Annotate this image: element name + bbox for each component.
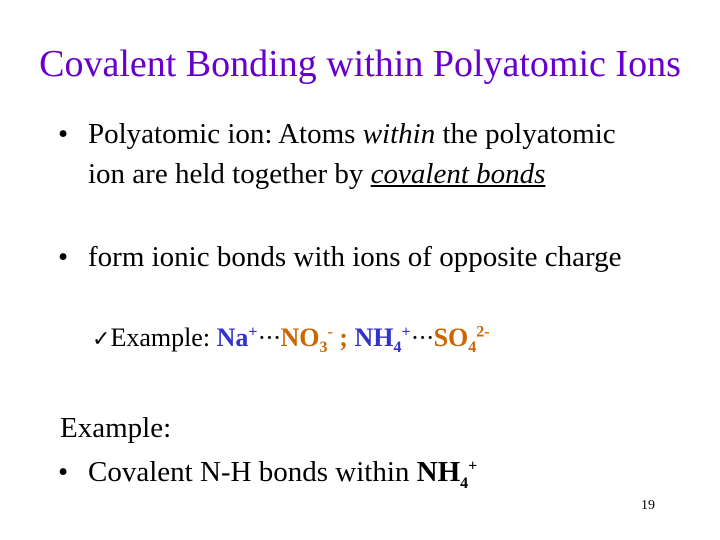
bullet-text: Covalent N-H bonds within $NH_4^+$ (88, 456, 478, 492)
bullet-text (88, 114, 658, 194)
bullet-dot: • (58, 241, 69, 273)
italic-within: within (362, 118, 436, 150)
formula-no3: $NO_3^-$ (280, 323, 333, 357)
example-label: Example: (110, 323, 217, 352)
example-formulas (92, 320, 490, 358)
interaction-dots: ··· (257, 323, 281, 352)
emphasis-covalent-bonds: covalent bonds (370, 158, 546, 190)
formula-nh4: $NH_4^+$ (354, 323, 411, 357)
check-icon: ✓ (92, 327, 111, 352)
example-heading: Example: (60, 412, 172, 444)
bullet-polyatomic-ion (58, 114, 658, 194)
formula-so4: $SO_4^{2-}$ (433, 323, 490, 357)
separator: ; (332, 323, 355, 352)
bullet-prefix: Polyatomic ion: Atoms (88, 118, 363, 150)
bullet-covalent-nh (58, 452, 618, 492)
interaction-dots: ··· (410, 323, 434, 352)
bullet-dot: • (58, 118, 69, 150)
bullet-dot: • (58, 456, 69, 488)
bullet-middle: the polyatomic ion are held together by (88, 118, 616, 190)
page-number: 19 (641, 498, 655, 513)
slide-title: Covalent Bonding within Polyatomic Ions (39, 43, 681, 85)
formula-na: Na+ (216, 323, 258, 352)
formula-nh4: $NH_4^+$ (416, 456, 478, 492)
bullet-ionic-bonds (58, 237, 658, 277)
bullet-text: form ionic bonds with ions of opposite charge (88, 241, 622, 273)
